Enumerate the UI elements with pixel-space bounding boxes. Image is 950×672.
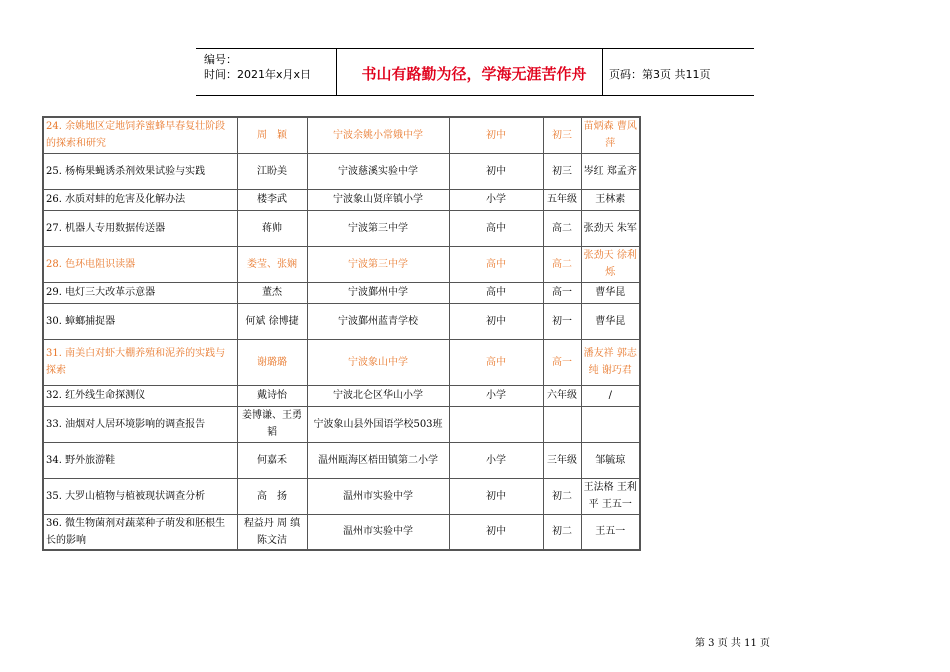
cell-teacher: 王法格 王利平 王五一: [581, 478, 640, 514]
cell-author: 何斌 徐博捷: [237, 303, 307, 339]
header-meta: [204, 52, 311, 82]
cell-teacher: 曹华昆: [581, 303, 640, 339]
cell-level: 高中: [449, 210, 543, 246]
cell-author: 程益丹 周 缜 陈文洁: [237, 514, 307, 550]
cell-school: 宁波北仑区华山小学: [307, 385, 449, 406]
cell-author: 戴诗怡: [237, 385, 307, 406]
cell-school: 宁波象山县外国语学校503班: [307, 406, 449, 442]
cell-title: 34. 野外旅游鞋: [43, 442, 237, 478]
cell-grade: 三年级: [543, 442, 581, 478]
cell-level: 小学: [449, 385, 543, 406]
table-row: [43, 339, 640, 385]
cell-teacher: 苗炳森 曹风萍: [581, 117, 640, 153]
cell-title: 36. 微生物菌剂对蔬菜种子萌发和胚根生长的影响: [43, 514, 237, 550]
cell-title: 29. 电灯三大改革示意器: [43, 282, 237, 303]
cell-grade: 高一: [543, 282, 581, 303]
header-page-label: 页码：第3页 共11页: [609, 68, 711, 81]
cell-school: 宁波慈溪实验中学: [307, 153, 449, 189]
cell-teacher: /: [581, 385, 640, 406]
cell-title: 27. 机器人专用数据传送器: [43, 210, 237, 246]
cell-level: [449, 406, 543, 442]
cell-title: 26. 水质对蚌的危害及化解办法: [43, 189, 237, 210]
header-motto: 书山有路勤为径，学海无涯苦作舟: [361, 65, 587, 83]
cell-grade: 高一: [543, 339, 581, 385]
cell-school: 宁波第三中学: [307, 210, 449, 246]
cell-teacher: 张劲天 朱军: [581, 210, 640, 246]
cell-grade: 初二: [543, 514, 581, 550]
cell-grade: 高二: [543, 210, 581, 246]
table-row: [43, 514, 640, 550]
number-label: 编号：: [204, 53, 237, 66]
cell-school: 宁波第三中学: [307, 246, 449, 282]
cell-title: 24. 余姚地区定地饲养蜜蜂早春复壮阶段的探索和研究: [43, 117, 237, 153]
table-row: [43, 246, 640, 282]
cell-school: 宁波象山中学: [307, 339, 449, 385]
cell-level: 高中: [449, 282, 543, 303]
cell-title: 35. 大罗山植物与植被现状调查分析: [43, 478, 237, 514]
cell-level: 初中: [449, 117, 543, 153]
cell-title: 31. 南美白对虾大棚养殖和泥养的实践与探索: [43, 339, 237, 385]
page-footer: 第 3 页 共 11 页: [695, 638, 770, 649]
table-row: [43, 406, 640, 442]
cell-title: 25. 杨梅果蝇诱杀剂效果试验与实践: [43, 153, 237, 189]
cell-author: 谢璐璐: [237, 339, 307, 385]
cell-school: 宁波余姚小常娥中学: [307, 117, 449, 153]
cell-level: 高中: [449, 246, 543, 282]
cell-title: 30. 蟑螂捕捉器: [43, 303, 237, 339]
cell-level: 高中: [449, 339, 543, 385]
cell-school: 宁波鄞州中学: [307, 282, 449, 303]
table-row: [43, 210, 640, 246]
table-row: [43, 478, 640, 514]
cell-author: 高 扬: [237, 478, 307, 514]
table-row: [43, 189, 640, 210]
table-row: [43, 442, 640, 478]
cell-author: 姜博谦、王勇韬: [237, 406, 307, 442]
cell-teacher: 王林素: [581, 189, 640, 210]
cell-level: 初中: [449, 514, 543, 550]
cell-level: 小学: [449, 442, 543, 478]
cell-teacher: [581, 406, 640, 442]
cell-school: 宁波象山贤庠镇小学: [307, 189, 449, 210]
cell-grade: [543, 406, 581, 442]
cell-title: 32. 红外线生命探测仪: [43, 385, 237, 406]
cell-level: 初中: [449, 303, 543, 339]
cell-grade: 初一: [543, 303, 581, 339]
cell-grade: 初三: [543, 117, 581, 153]
cell-author: 娄莹、张娴: [237, 246, 307, 282]
table-row: [43, 153, 640, 189]
cell-author: 江盼美: [237, 153, 307, 189]
table-row: [43, 303, 640, 339]
cell-author: 董杰: [237, 282, 307, 303]
cell-teacher: 曹华昆: [581, 282, 640, 303]
cell-teacher: 潘友祥 郭志纯 谢巧君: [581, 339, 640, 385]
cell-level: 小学: [449, 189, 543, 210]
cell-teacher: 邹毓琼: [581, 442, 640, 478]
cell-school: 温州市实验中学: [307, 478, 449, 514]
cell-school: 温州瓯海区梧田镇第二小学: [307, 442, 449, 478]
cell-author: 楼李武: [237, 189, 307, 210]
cell-grade: 五年级: [543, 189, 581, 210]
cell-teacher: 王五一: [581, 514, 640, 550]
cell-teacher: 张劲天 徐利烁: [581, 246, 640, 282]
table-row: [43, 117, 640, 153]
project-table: [42, 116, 641, 551]
table-row: [43, 282, 640, 303]
cell-grade: 六年级: [543, 385, 581, 406]
cell-grade: 高二: [543, 246, 581, 282]
time-label: 时间：2021年x月x日: [204, 68, 312, 81]
header-divider: [336, 49, 337, 95]
cell-author: 何嘉禾: [237, 442, 307, 478]
cell-level: 初中: [449, 153, 543, 189]
cell-grade: 初三: [543, 153, 581, 189]
cell-teacher: 岑红 郑孟齐: [581, 153, 640, 189]
cell-school: 温州市实验中学: [307, 514, 449, 550]
cell-title: 28. 色环电阻识读器: [43, 246, 237, 282]
cell-title: 33. 油烟对人居环境影响的调查报告: [43, 406, 237, 442]
cell-author: 周 颖: [237, 117, 307, 153]
cell-grade: 初二: [543, 478, 581, 514]
page-header: [196, 48, 754, 96]
cell-level: 初中: [449, 478, 543, 514]
cell-author: 蒋帅: [237, 210, 307, 246]
cell-school: 宁波鄞州蓝青学校: [307, 303, 449, 339]
table-row: [43, 385, 640, 406]
